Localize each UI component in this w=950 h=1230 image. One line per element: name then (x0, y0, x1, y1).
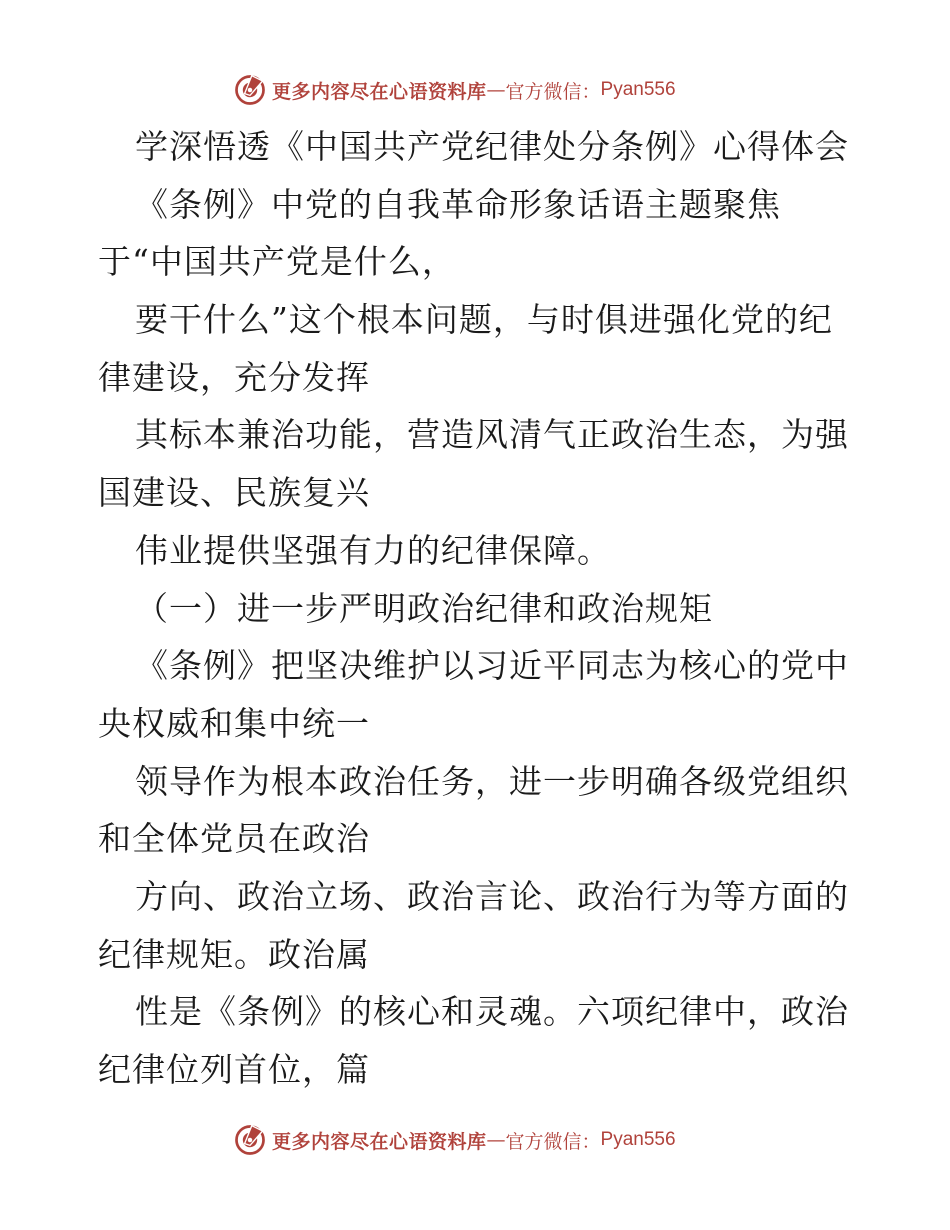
paragraph-line: 要干什么”这个根本问题，与时俱进强化党的纪 (135, 300, 833, 340)
paragraph-line: 于“中国共产党是什么， (98, 242, 456, 282)
banner-separator: — (486, 1129, 506, 1151)
paragraph-line: 央权威和集中统一 (98, 703, 370, 743)
banner-wechat-id: Pyan556 (600, 79, 676, 100)
paragraph-line: 性是《条例》的核心和灵魂。六项纪律中，政治 (135, 992, 849, 1032)
paragraph-line: 律建设，充分发挥 (98, 357, 370, 397)
banner-wechat-label: 官方微信： (505, 1130, 601, 1153)
pen-nib-logo-icon (232, 1122, 268, 1158)
header-banner (232, 70, 676, 110)
paragraph-line: 《条例》中党的自我革命形象话语主题聚焦 (135, 184, 781, 224)
paragraph-line: 和全体党员在政治 (98, 819, 370, 859)
document-title: 学深悟透《中国共产党纪律处分条例》心得体会 (135, 127, 849, 166)
banner-wechat-label: 官方微信： (505, 80, 601, 103)
footer-banner (232, 1120, 676, 1160)
paragraph-line: 方向、政治立场、政治言论、政治行为等方面的 (135, 876, 849, 916)
banner-separator: — (486, 79, 506, 101)
section-heading: （一）进一步严明政治纪律和政治规矩 (135, 588, 713, 628)
paragraph-line: 纪律位列首位，篇 (98, 1050, 370, 1089)
paragraph-line: 领导作为根本政治任务，进一步明确各级党组织 (135, 761, 849, 801)
paragraph-line: 伟业提供坚强有力的纪律保障。 (135, 530, 611, 570)
document-body (98, 118, 858, 1099)
banner-brand-text: 更多内容尽在心语资料库 (272, 80, 487, 103)
paragraph-line: 国建设、民族复兴 (98, 473, 370, 513)
banner-brand-text: 更多内容尽在心语资料库 (272, 1130, 487, 1153)
pen-nib-logo-icon (232, 72, 268, 108)
paragraph-line: 纪律规矩。政治属 (98, 934, 370, 974)
paragraph-line: 其标本兼治功能，营造风清气正政治生态，为强 (135, 415, 849, 455)
banner-wechat-id: Pyan556 (600, 1129, 676, 1150)
paragraph-line: 《条例》把坚决维护以习近平同志为核心的党中 (135, 646, 849, 686)
